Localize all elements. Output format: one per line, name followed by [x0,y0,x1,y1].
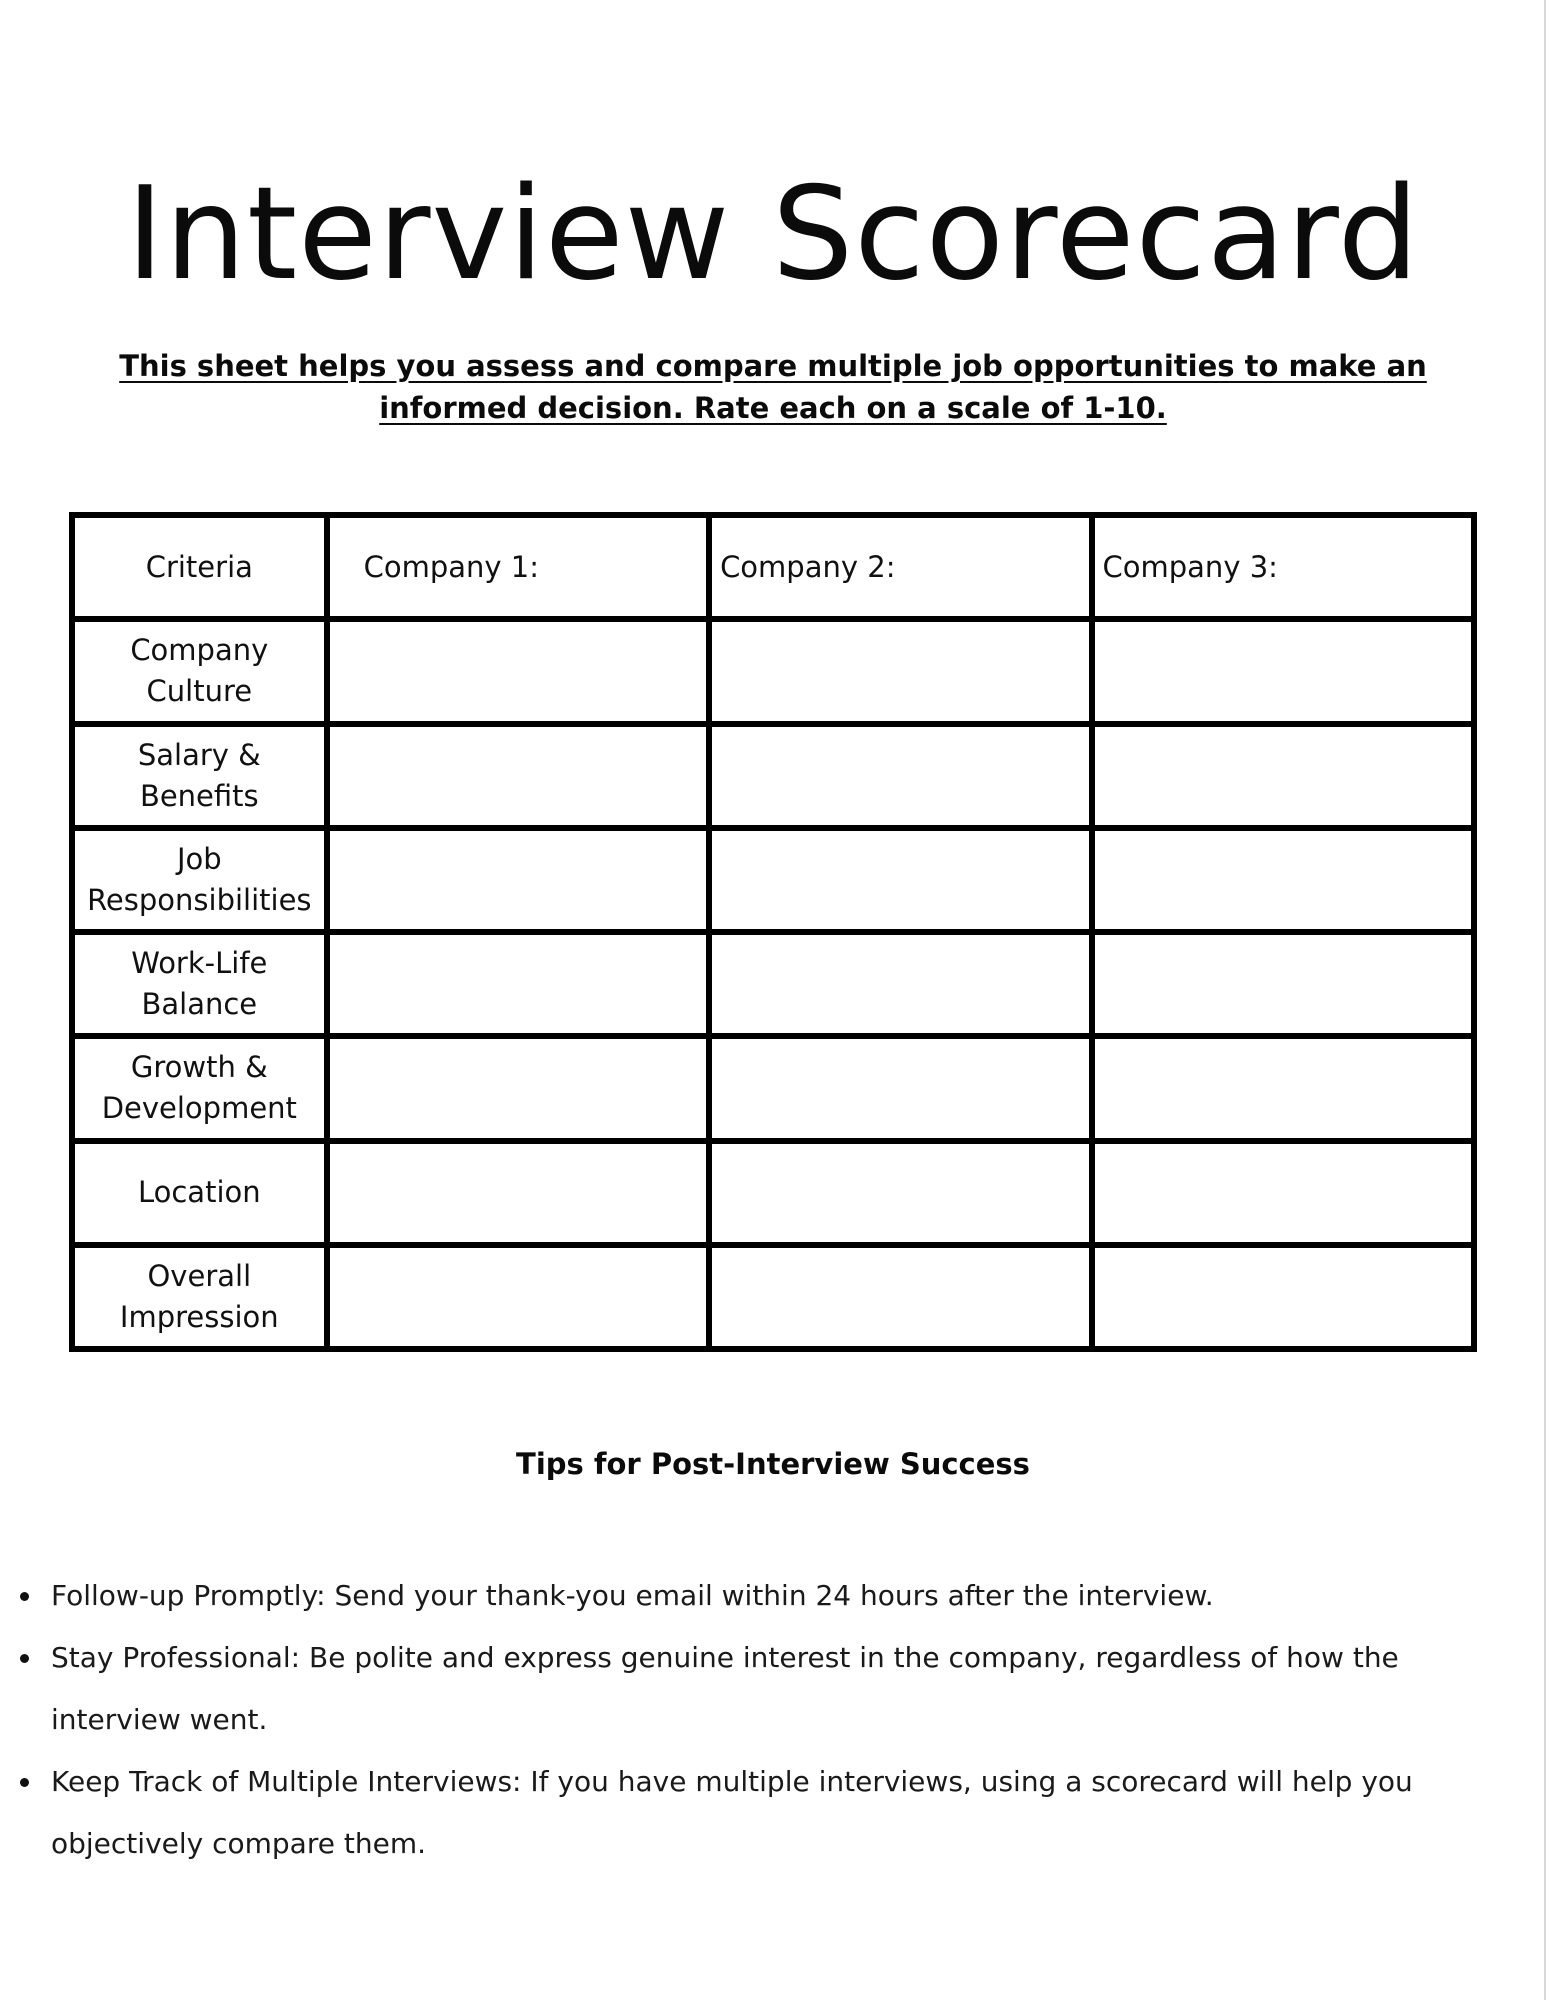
table-row [72,1141,1474,1245]
score-cell-company-1[interactable] [327,932,709,1036]
criteria-label [72,828,327,932]
criteria-label [72,1141,327,1245]
tip-text: Stay Professional: Be polite and express genuine interest in the company, regardless of how the interview went. [51,1641,1399,1736]
tips-list [0,1565,1530,1875]
score-cell-company-1[interactable] [327,724,709,828]
page-title: Interview Scorecard [126,160,1420,309]
score-cell-company-3[interactable] [1092,1141,1474,1245]
score-cell-company-2[interactable] [709,1036,1091,1140]
score-cell-company-2[interactable] [709,1245,1091,1349]
bullet-icon [20,1654,29,1663]
criteria-label [72,932,327,1036]
criteria-text: Salary & Benefits [137,737,261,813]
score-cell-company-2[interactable] [709,932,1091,1036]
criteria-text: Location [137,1175,261,1210]
score-cell-company-1[interactable] [327,828,709,932]
table-row [72,828,1474,932]
list-item [0,1751,1530,1875]
criteria-text: Company Culture [130,633,269,709]
tip-text: Follow-up Promptly: Send your thank-you email within 24 hours after the interview. [51,1579,1214,1612]
instructions-text: This sheet helps you assess and compare multiple job opportunities to make an informed decision. Rate each on a scale of 1-10. [119,349,1427,425]
bullet-icon [20,1592,29,1601]
table-row [72,724,1474,828]
score-cell-company-2[interactable] [709,828,1091,932]
score-cell-company-2[interactable] [709,619,1091,723]
score-cell-company-1[interactable] [327,1141,709,1245]
table-row [72,1036,1474,1140]
scorecard-table [69,512,1477,1352]
score-cell-company-2[interactable] [709,1141,1091,1245]
score-cell-company-1[interactable] [327,1036,709,1140]
list-item [0,1627,1530,1751]
tips-heading: Tips for Post-Interview Success [516,1447,1030,1481]
list-item [0,1565,1530,1627]
tip-text: Keep Track of Multiple Interviews: If you have multiple interviews, using a scorecard will help you objectively compare them. [51,1765,1413,1860]
table-row [72,1245,1474,1349]
table-header-row [72,515,1474,619]
score-cell-company-3[interactable] [1092,724,1474,828]
criteria-label [72,1245,327,1349]
criteria-label [72,724,327,828]
score-cell-company-3[interactable] [1092,932,1474,1036]
score-cell-company-2[interactable] [709,724,1091,828]
score-cell-company-1[interactable] [327,619,709,723]
column-header-company-1: Company 1: [327,515,709,619]
table-row [72,619,1474,723]
criteria-label [72,1036,327,1140]
criteria-text: Job Responsibilities [87,841,312,917]
score-cell-company-1[interactable] [327,1245,709,1349]
score-cell-company-3[interactable] [1092,1036,1474,1140]
column-header-company-3: Company 3: [1092,515,1474,619]
criteria-text: Work-Life Balance [131,946,268,1022]
criteria-text: Overall Impression [119,1258,279,1334]
bullet-icon [20,1778,29,1787]
criteria-label [72,619,327,723]
score-cell-company-3[interactable] [1092,619,1474,723]
score-cell-company-3[interactable] [1092,1245,1474,1349]
column-header-criteria: Criteria [72,515,327,619]
score-cell-company-3[interactable] [1092,828,1474,932]
table-row [72,932,1474,1036]
column-header-company-2: Company 2: [709,515,1091,619]
criteria-text: Growth & Development [101,1050,297,1126]
